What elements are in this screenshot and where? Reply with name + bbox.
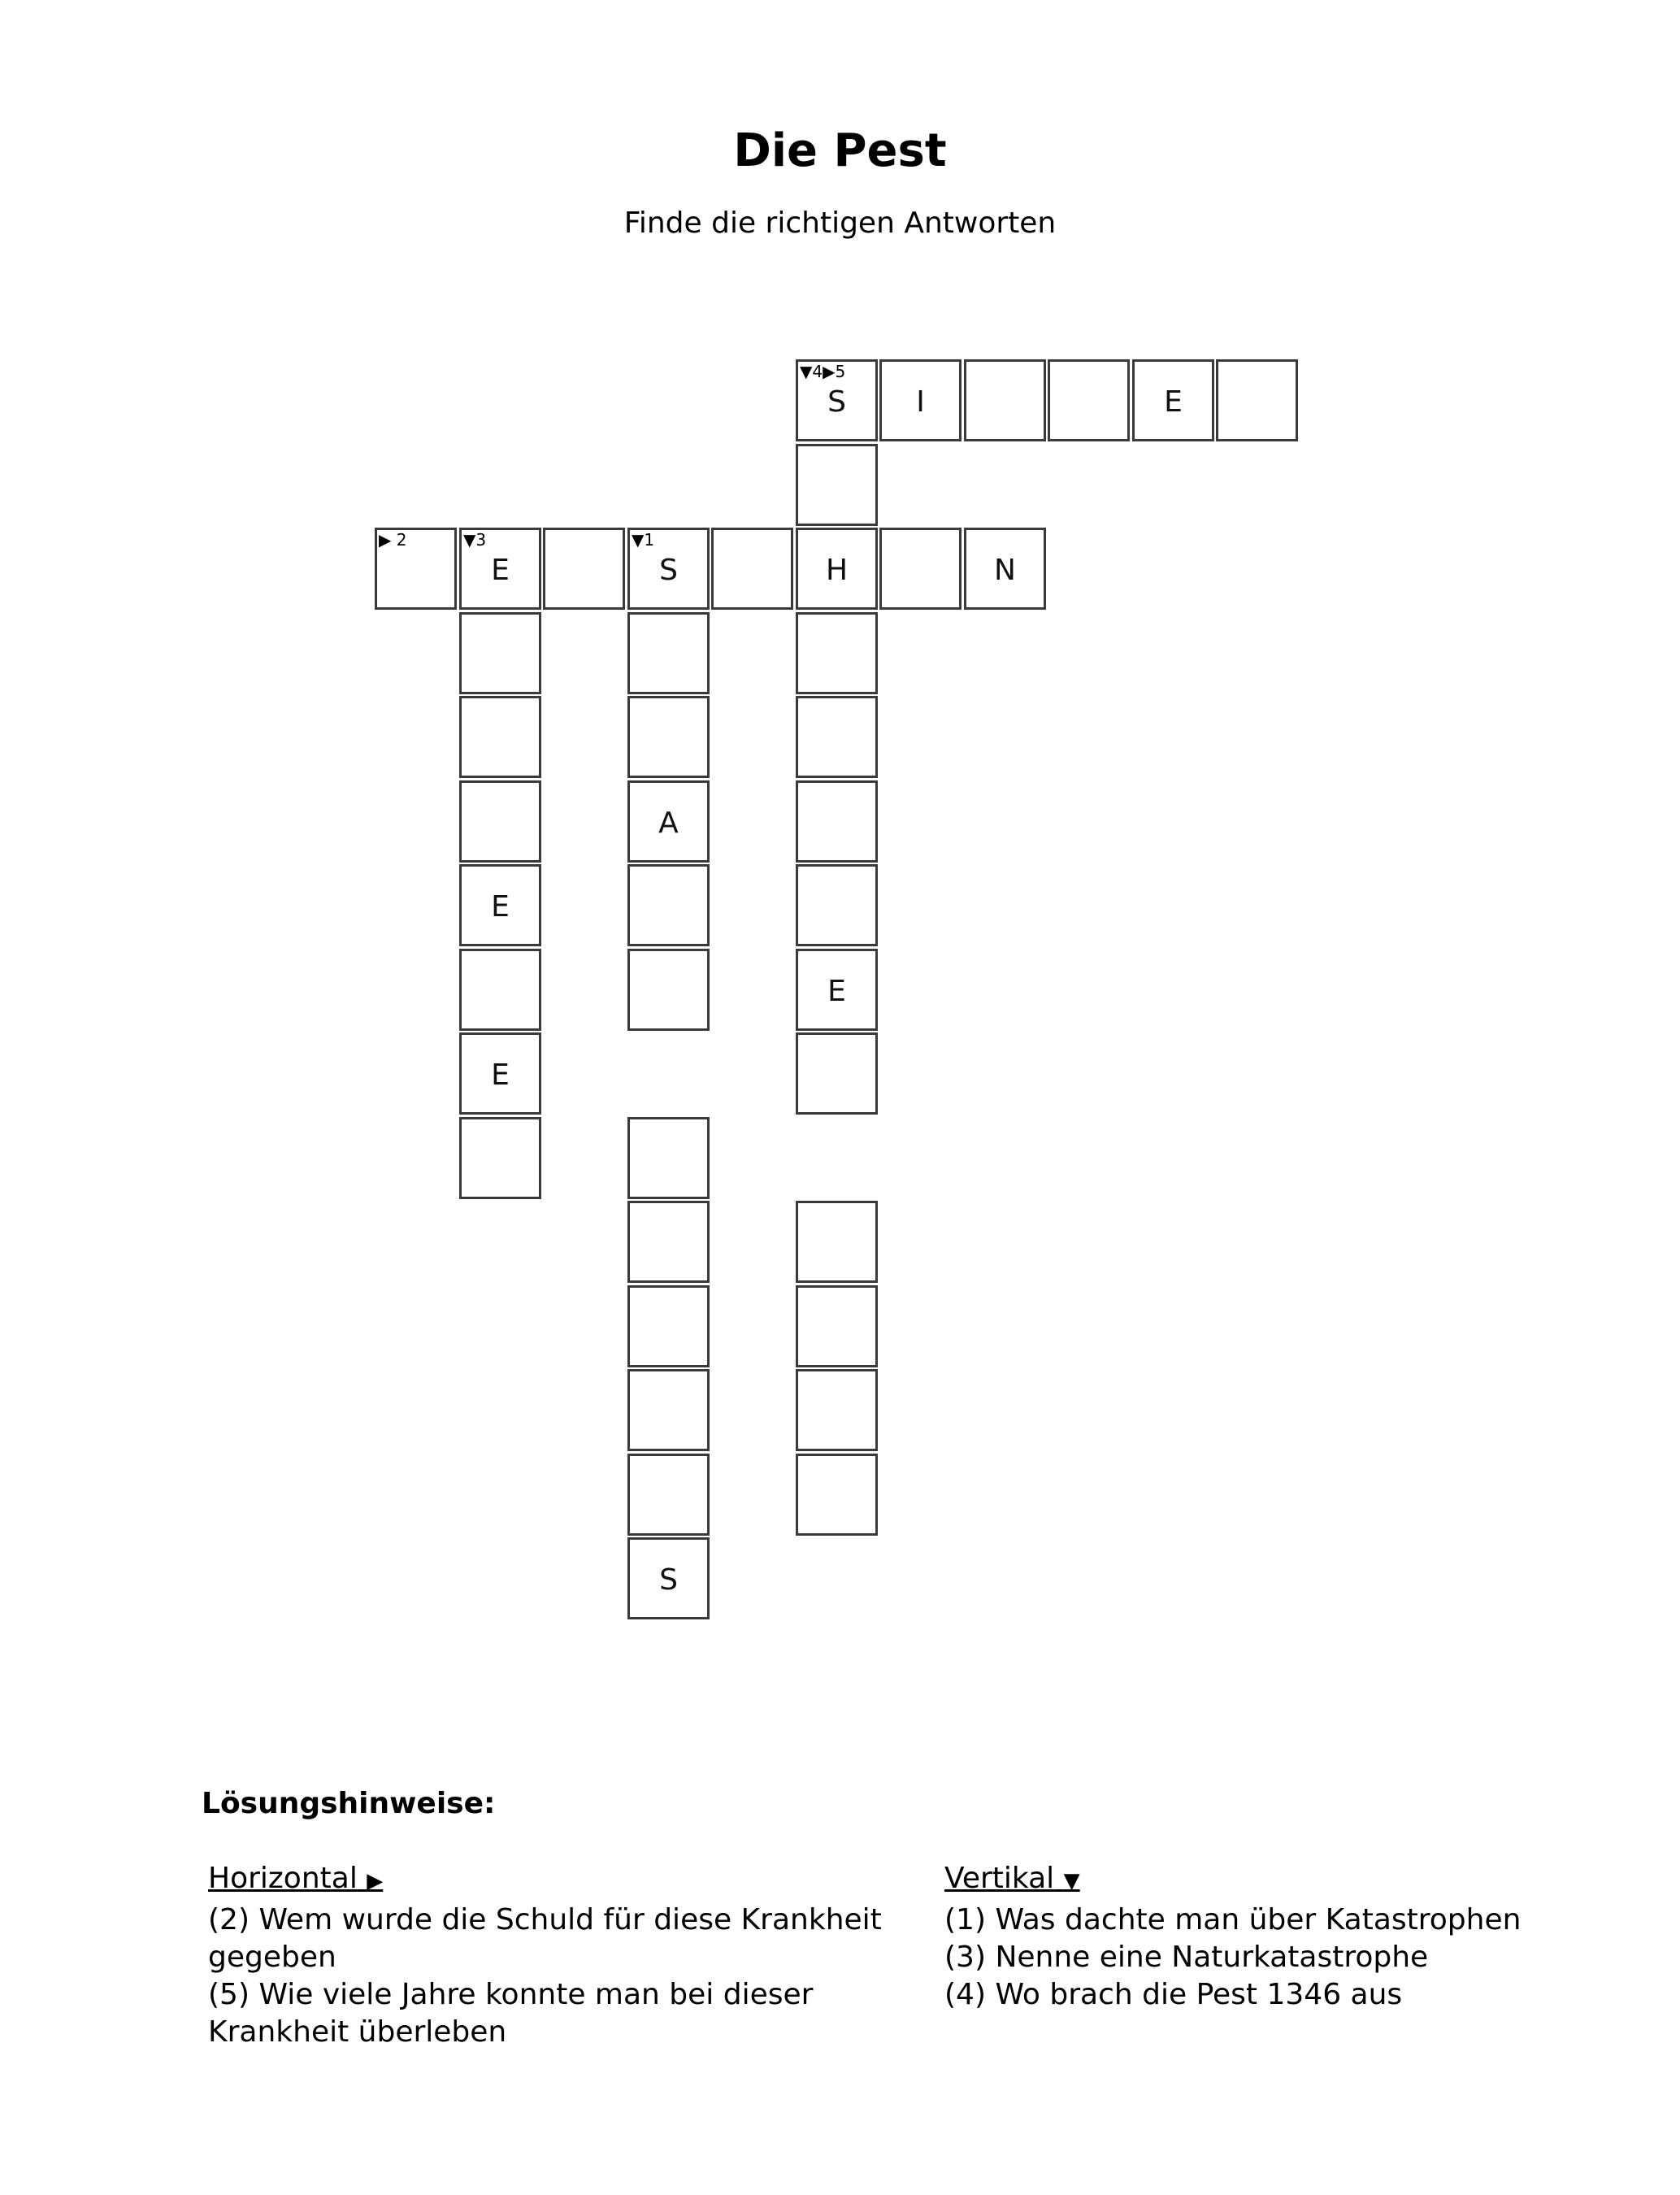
crossword-cell[interactable]: [459, 696, 541, 778]
vertical-heading: [944, 1860, 1611, 1900]
crossword-cell[interactable]: [1048, 359, 1130, 441]
cell-letter: E: [827, 975, 846, 1008]
crossword-cell[interactable]: [796, 1032, 878, 1115]
clue-vertical-3: (3) Nenne eine Naturkatastrophe: [944, 1941, 1429, 1974]
crossword-cell[interactable]: [627, 1537, 710, 1619]
crossword-cell[interactable]: [796, 864, 878, 946]
crossword-cell[interactable]: [964, 528, 1046, 610]
horizontal-clues: [208, 1860, 940, 2051]
crossword-cell[interactable]: [796, 444, 878, 526]
clue-number-marker: ▼4▶5: [800, 362, 846, 381]
crossword-cell[interactable]: [879, 528, 962, 610]
crossword-cell[interactable]: [459, 1117, 541, 1199]
crossword-cell[interactable]: [796, 1369, 878, 1451]
crossword-cell[interactable]: [459, 864, 541, 946]
cell-letter: S: [659, 1563, 678, 1597]
clues-heading: Lösungshinweise:: [202, 1787, 496, 1820]
crossword-cell[interactable]: [627, 864, 710, 946]
right-arrow-icon: ▶: [367, 1869, 384, 1893]
crossword-cell[interactable]: [543, 528, 625, 610]
cell-letter: N: [994, 554, 1016, 587]
crossword-cell[interactable]: [879, 359, 962, 441]
crossword-cell[interactable]: [627, 1285, 710, 1367]
crossword-cell[interactable]: [459, 528, 541, 610]
crossword-cell[interactable]: [796, 1201, 878, 1283]
crossword-cell[interactable]: [627, 1201, 710, 1283]
crossword-cell[interactable]: [796, 780, 878, 863]
vertical-clues: [944, 1860, 1611, 2014]
cell-letter: H: [825, 554, 849, 587]
clue-number-marker: ▶ 2: [379, 530, 407, 550]
crossword-cell[interactable]: [459, 612, 541, 694]
crossword-cell[interactable]: [711, 528, 793, 610]
cell-letter: E: [491, 554, 510, 587]
crossword-cell[interactable]: [796, 1454, 878, 1536]
clue-horizontal-5: (5) Wie viele Jahre konnte man bei dieser Krankheit überleben: [208, 1978, 814, 2049]
crossword-cell[interactable]: [459, 949, 541, 1031]
clue-number-marker: ▼3: [463, 530, 487, 550]
crossword-cell[interactable]: [796, 612, 878, 694]
clue-number-marker: ▼1: [632, 530, 655, 550]
clue-vertical-4: (4) Wo brach die Pest 1346 aus: [944, 1978, 1403, 2011]
cell-letter: I: [916, 385, 925, 419]
cell-letter: S: [659, 554, 678, 587]
crossword-cell[interactable]: [1216, 359, 1298, 441]
crossword-cell[interactable]: [627, 780, 710, 863]
crossword-cell[interactable]: [796, 359, 878, 441]
cell-letter: A: [658, 806, 679, 840]
cell-letter: S: [827, 385, 846, 419]
crossword-cell[interactable]: [459, 1032, 541, 1115]
crossword-cell[interactable]: [375, 528, 457, 610]
crossword-cell[interactable]: [796, 1285, 878, 1367]
crossword-cell[interactable]: [627, 1117, 710, 1199]
crossword-cell[interactable]: [964, 359, 1046, 441]
crossword-cell[interactable]: [796, 696, 878, 778]
crossword-cell[interactable]: [796, 949, 878, 1031]
crossword-cell[interactable]: [459, 780, 541, 863]
page-subtitle: Finde die richtigen Antworten: [623, 206, 1057, 240]
crossword-cell[interactable]: [627, 1454, 710, 1536]
cell-letter: E: [1164, 385, 1183, 419]
crossword-cell[interactable]: [627, 696, 710, 778]
crossword-cell[interactable]: [627, 612, 710, 694]
crossword-cell[interactable]: [627, 949, 710, 1031]
crossword-cell[interactable]: [796, 528, 878, 610]
horizontal-heading: [208, 1860, 940, 1900]
crossword-cell[interactable]: [1132, 359, 1214, 441]
cell-letter: E: [491, 890, 510, 924]
page-title: Die Pest: [733, 124, 947, 177]
crossword-cell[interactable]: [627, 1369, 710, 1451]
clue-horizontal-2: (2) Wem wurde die Schuld für diese Krankheit gegeben: [208, 1903, 882, 1974]
vertical-label: Vertikal: [944, 1862, 1055, 1895]
crossword-cell[interactable]: [627, 528, 710, 610]
clue-vertical-1: (1) Was dachte man über Katastrophen: [944, 1903, 1522, 1936]
horizontal-label: Horizontal: [208, 1862, 358, 1895]
cell-letter: E: [491, 1058, 510, 1092]
down-arrow-icon: ▼: [1063, 1869, 1080, 1893]
